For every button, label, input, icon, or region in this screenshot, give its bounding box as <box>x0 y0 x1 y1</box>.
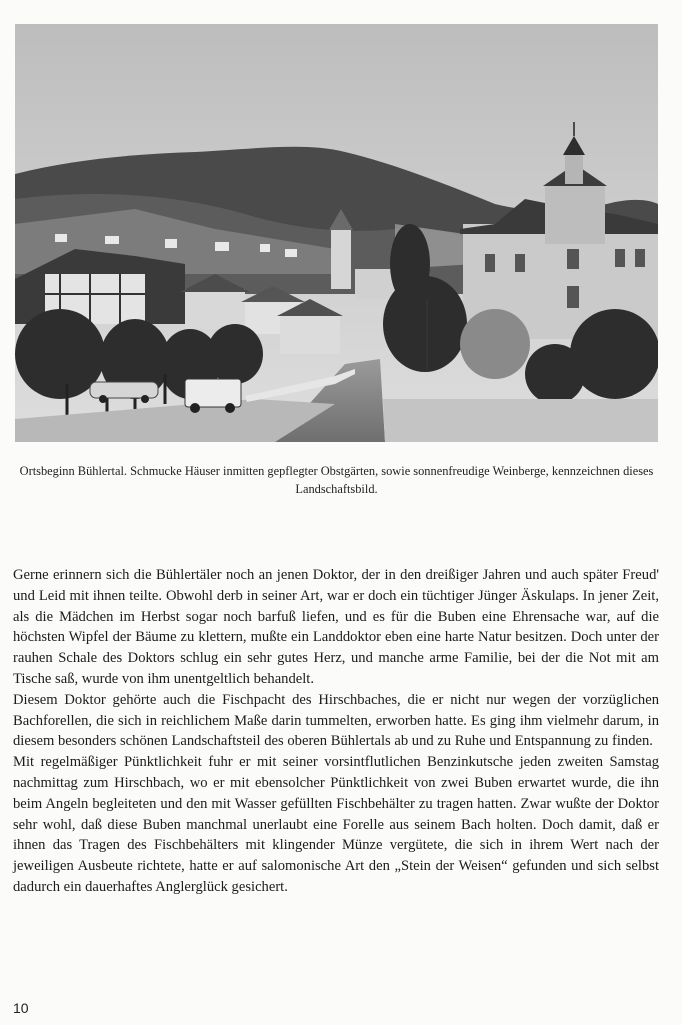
village-photo-illustration <box>15 24 658 442</box>
photo-caption: Ortsbeginn Bühlertal. Schmucke Häuser inmitten gepflegter Obstgärten, sowie sonnenfreudige Weinberge, kennzeichnen dieses Landschaftsbild. <box>19 464 654 496</box>
page-number: 10 <box>13 1000 29 1016</box>
paragraph: Diesem Doktor gehörte auch die Fischpacht des Hirschbaches, die er nicht nur wegen der vorzüglichen Bachforellen, die sich in reichlichem Maße darin tummelten, erworben hatte. Es ging ihm vielmehr darum, in diesem besonders schönen Landschaftsteil des oberen Bühlertals ab und zu Ruhe und Entspannung zu finden. <box>13 691 659 750</box>
village-photo <box>15 24 658 442</box>
article-body <box>13 565 659 898</box>
paragraph: Mit regelmäßiger Pünktlichkeit fuhr er mit seiner vorsintflutlichen Benzinkutsche jeden zweiten Samstag nachmittag zum Hirschbach, wo er mit ebensolcher Pünktlichkeit von zwei Buben erwartet wurde, die ihn beim Angeln begleiteten und den mit Wasser gefüllten Fischbehälter zu tragen hatten. Zwar wußte der Doktor sehr wohl, daß diese Buben manchmal unerlaubt eine Forelle aus seinem Bach holten. Doch damit, daß er ihnen das Tragen des Fischbehälters mit klingender Münze vergütete, die sich in ihrem Wert nach der jeweiligen Ausbeute richtete, hatte er auf salomonische Art den „Stein der Weisen“ gefunden und sich selbst dadurch ein dauerhaftes Anglerglück gesichert. <box>13 754 659 895</box>
paragraph: Gerne erinnern sich die Bühlertäler noch an jenen Doktor, der in den dreißiger Jahren und auch später Freud' und Leid mit ihnen teilte. Obwohl derb in seiner Art, war er doch ein tüchtiger Jünger Äskulaps. In jener Zeit, als die Mädchen im Herbst sogar noch barfuß liefen, und es für die Buben eine Ehrensache war, auf die höchsten Wipfel der Bäume zu klettern, mußte ein Landdoktor eben eine harte Natur besitzen. Doch unter der rauhen Schale des Doktors schlug ein sehr gutes Herz, und manche arme Familie, bei der die Not mit am Tische saß, wurde von ihm unentgeltlich behandelt. <box>13 567 659 687</box>
